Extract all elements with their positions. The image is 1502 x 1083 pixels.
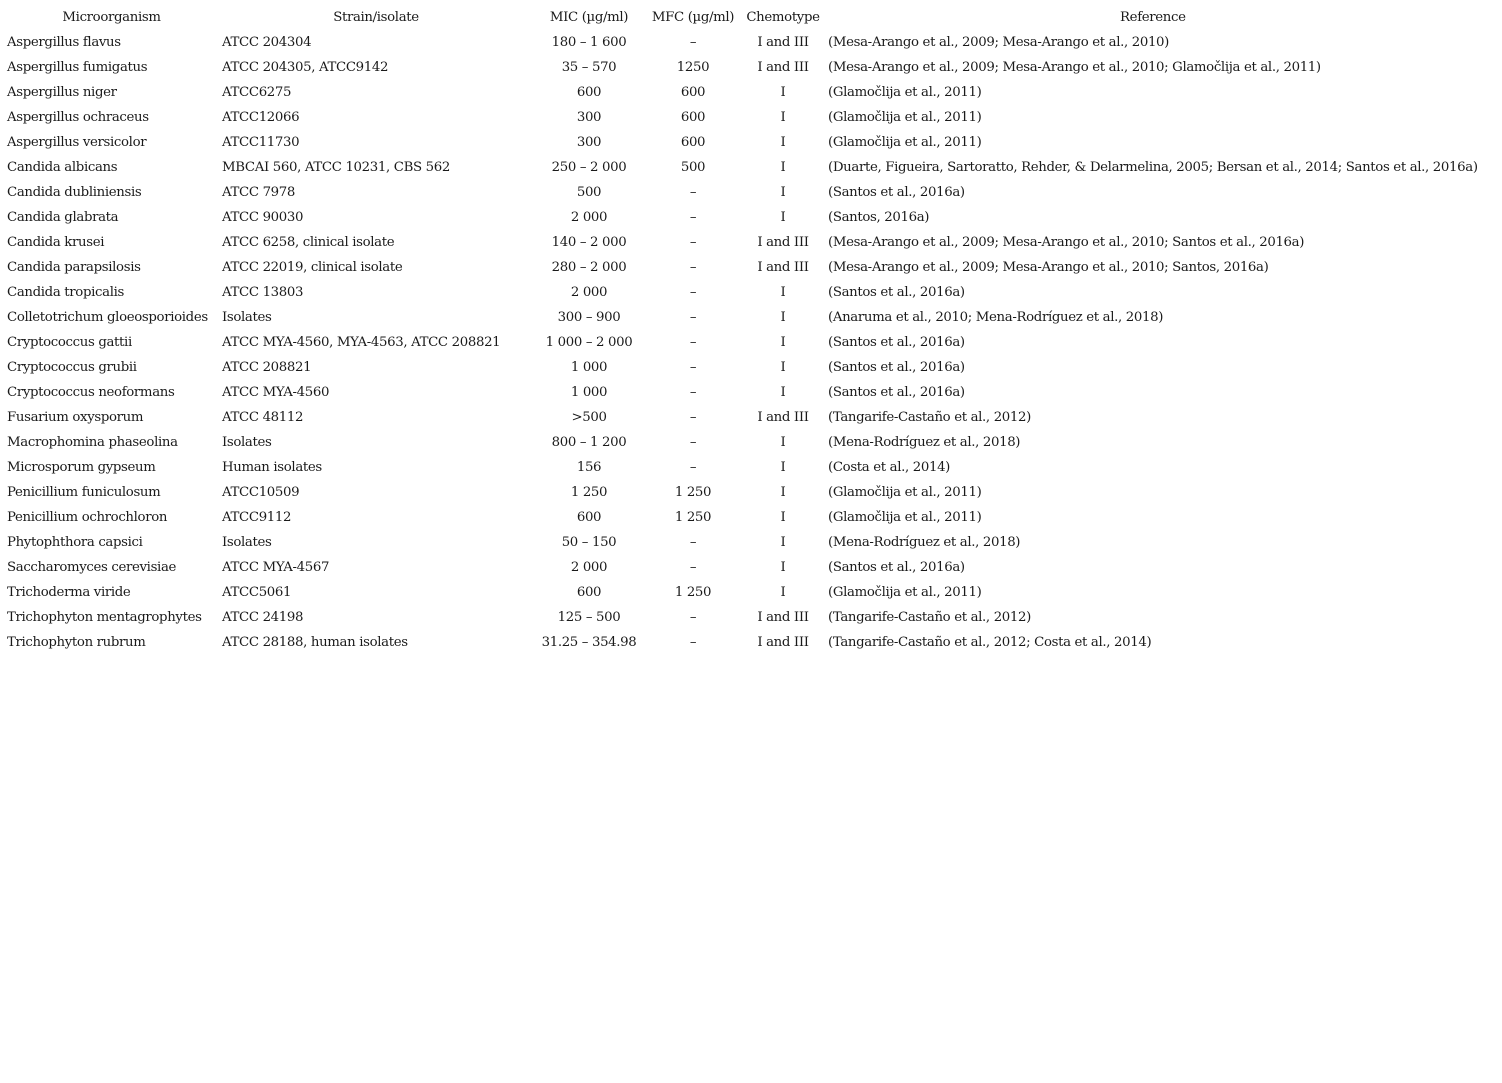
- cell-strain: ATCC 6258, clinical isolate: [222, 235, 395, 250]
- cell-mfc: –: [689, 260, 697, 275]
- cell-mic: 250 – 2 000: [551, 160, 627, 175]
- cell-chemotype: I: [780, 85, 786, 100]
- cell-mic: 1 000: [570, 360, 608, 375]
- table-row: [4, 55, 1481, 80]
- cell-mic: 600: [576, 510, 602, 525]
- cell-chemotype: I: [780, 335, 786, 350]
- cell-microorganism: Aspergillus flavus: [7, 35, 121, 50]
- table-row: [4, 280, 1481, 305]
- cell-chemotype: I: [780, 460, 786, 475]
- cell-strain: ATCC 204305, ATCC9142: [222, 60, 389, 75]
- cell-mic: 35 – 570: [561, 60, 617, 75]
- cell-microorganism: Trichoderma viride: [7, 585, 131, 600]
- cell-mic: 600: [576, 585, 602, 600]
- cell-mic: 300: [576, 135, 602, 150]
- cell-mfc: –: [689, 385, 697, 400]
- table-row: [4, 380, 1481, 405]
- cell-strain: ATCC MYA-4567: [222, 560, 330, 575]
- cell-mic: 180 – 1 600: [551, 35, 627, 50]
- cell-reference: (Mena-Rodríguez et al., 2018): [828, 435, 1021, 450]
- cell-microorganism: Trichophyton rubrum: [7, 635, 146, 650]
- cell-microorganism: Colletotrichum gloeosporioides: [7, 310, 208, 325]
- cell-microorganism: Cryptococcus neoformans: [7, 385, 175, 400]
- cell-strain: ATCC 24198: [222, 610, 304, 625]
- table-row: [4, 255, 1481, 280]
- header-row: [4, 5, 1481, 30]
- cell-chemotype: I: [780, 385, 786, 400]
- cell-chemotype: I: [780, 310, 786, 325]
- cell-microorganism: Cryptococcus grubii: [7, 360, 137, 375]
- cell-chemotype: I: [780, 560, 786, 575]
- table-row: [4, 105, 1481, 130]
- table-row: [4, 455, 1481, 480]
- table-row: [4, 230, 1481, 255]
- cell-mic: 140 – 2 000: [551, 235, 627, 250]
- cell-reference: (Santos et al., 2016a): [828, 185, 965, 200]
- cell-chemotype: I: [780, 135, 786, 150]
- header-mfc: MFC (µg/ml): [651, 10, 735, 25]
- cell-mfc: 600: [680, 135, 706, 150]
- cell-strain: ATCC 7978: [222, 185, 296, 200]
- cell-reference: (Glamočlija et al., 2011): [828, 110, 982, 125]
- cell-mic: 2 000: [570, 285, 608, 300]
- cell-reference: (Mesa-Arango et al., 2009; Mesa-Arango et al., 2010; Santos, 2016a): [828, 260, 1269, 275]
- cell-mic: 1 000 – 2 000: [545, 335, 633, 350]
- cell-mfc: 500: [680, 160, 706, 175]
- cell-chemotype: I and III: [757, 35, 809, 50]
- cell-mfc: –: [689, 310, 697, 325]
- cell-microorganism: Trichophyton mentagrophytes: [7, 610, 202, 625]
- table-row: [4, 555, 1481, 580]
- cell-strain: ATCC6275: [222, 85, 292, 100]
- cell-microorganism: Penicillium ochrochloron: [7, 510, 168, 525]
- cell-strain: ATCC5061: [222, 585, 292, 600]
- cell-mfc: –: [689, 185, 697, 200]
- cell-strain: ATCC 204304: [222, 35, 312, 50]
- table-row: [4, 605, 1481, 630]
- table-row: [4, 355, 1481, 380]
- cell-mfc: 600: [680, 85, 706, 100]
- cell-reference: (Tangarife-Castaño et al., 2012; Costa et al., 2014): [828, 635, 1152, 650]
- cell-mic: 300 – 900: [557, 310, 621, 325]
- cell-mic: 50 – 150: [561, 535, 617, 550]
- cell-strain: ATCC MYA-4560, MYA-4563, ATCC 208821: [222, 335, 501, 350]
- table-row: [4, 480, 1481, 505]
- cell-reference: (Mesa-Arango et al., 2009; Mesa-Arango et al., 2010): [828, 35, 1170, 50]
- cell-mfc: 1 250: [674, 485, 712, 500]
- cell-strain: Isolates: [222, 310, 272, 325]
- cell-strain: MBCAI 560, ATCC 10231, CBS 562: [222, 160, 450, 175]
- cell-mic: 600: [576, 85, 602, 100]
- cell-mfc: –: [689, 460, 697, 475]
- cell-mfc: –: [689, 335, 697, 350]
- header-reference: Reference: [1120, 10, 1186, 25]
- cell-reference: (Glamočlija et al., 2011): [828, 85, 982, 100]
- cell-microorganism: Candida tropicalis: [7, 285, 124, 300]
- table-row: [4, 305, 1481, 330]
- cell-chemotype: I and III: [757, 260, 809, 275]
- cell-mic: 500: [576, 185, 602, 200]
- cell-mic: 1 250: [570, 485, 608, 500]
- cell-mfc: –: [689, 535, 697, 550]
- cell-reference: (Glamočlija et al., 2011): [828, 510, 982, 525]
- cell-strain: ATCC 13803: [222, 285, 304, 300]
- table-row: [4, 580, 1481, 605]
- cell-strain: ATCC 28188, human isolates: [222, 635, 408, 650]
- cell-reference: (Santos et al., 2016a): [828, 360, 965, 375]
- table-row: [4, 130, 1481, 155]
- cell-mic: 280 – 2 000: [551, 260, 627, 275]
- cell-mfc: 600: [680, 110, 706, 125]
- cell-microorganism: Candida albicans: [7, 160, 118, 175]
- cell-reference: (Santos et al., 2016a): [828, 385, 965, 400]
- header-mic: MIC (µg/ml): [549, 10, 629, 25]
- cell-microorganism: Candida glabrata: [7, 210, 119, 225]
- cell-mic: 156: [576, 460, 602, 475]
- header-microorganism: Microorganism: [62, 10, 161, 25]
- cell-microorganism: Phytophthora capsici: [7, 535, 143, 550]
- cell-mic: 2 000: [570, 560, 608, 575]
- cell-reference: (Santos et al., 2016a): [828, 560, 965, 575]
- cell-mfc: –: [689, 360, 697, 375]
- cell-mfc: –: [689, 435, 697, 450]
- cell-chemotype: I and III: [757, 410, 809, 425]
- cell-chemotype: I: [780, 285, 786, 300]
- cell-reference: (Glamočlija et al., 2011): [828, 135, 982, 150]
- cell-microorganism: Penicillium funiculosum: [7, 485, 161, 500]
- table-row: [4, 205, 1481, 230]
- table-header: [4, 5, 1481, 30]
- cell-microorganism: Saccharomyces cerevisiae: [7, 560, 177, 575]
- cell-reference: (Mesa-Arango et al., 2009; Mesa-Arango et al., 2010; Glamočlija et al., 2011): [828, 60, 1321, 75]
- header-chemotype: Chemotype: [746, 10, 820, 25]
- cell-microorganism: Fusarium oxysporum: [7, 410, 144, 425]
- cell-reference: (Santos et al., 2016a): [828, 285, 965, 300]
- cell-chemotype: I: [780, 535, 786, 550]
- cell-strain: Human isolates: [222, 460, 322, 475]
- cell-mfc: –: [689, 35, 697, 50]
- cell-reference: (Tangarife-Castaño et al., 2012): [828, 410, 1031, 425]
- cell-mfc: 1 250: [674, 510, 712, 525]
- cell-reference: (Santos, 2016a): [828, 210, 930, 225]
- cell-chemotype: I: [780, 210, 786, 225]
- table-row: [4, 80, 1481, 105]
- cell-reference: (Mesa-Arango et al., 2009; Mesa-Arango et al., 2010; Santos et al., 2016a): [828, 235, 1305, 250]
- cell-chemotype: I: [780, 485, 786, 500]
- cell-chemotype: I and III: [757, 610, 809, 625]
- cell-mfc: 1 250: [674, 585, 712, 600]
- cell-strain: ATCC 90030: [222, 210, 304, 225]
- cell-mfc: –: [689, 610, 697, 625]
- cell-reference: (Costa et al., 2014): [828, 460, 951, 475]
- cell-mfc: –: [689, 210, 697, 225]
- cell-strain: Isolates: [222, 535, 272, 550]
- cell-microorganism: Microsporum gypseum: [7, 460, 156, 475]
- cell-strain: Isolates: [222, 435, 272, 450]
- cell-microorganism: Cryptococcus gattii: [7, 335, 132, 350]
- cell-chemotype: I: [780, 585, 786, 600]
- cell-microorganism: Aspergillus ochraceus: [7, 110, 149, 125]
- cell-mic: 31.25 – 354.98: [541, 635, 637, 650]
- table-row: [4, 630, 1481, 655]
- cell-strain: ATCC9112: [222, 510, 292, 525]
- cell-mfc: –: [689, 285, 697, 300]
- cell-reference: (Anaruma et al., 2010; Mena-Rodríguez et al., 2018): [828, 310, 1164, 325]
- cell-reference: (Glamočlija et al., 2011): [828, 585, 982, 600]
- cell-mfc: 1250: [676, 60, 710, 75]
- cell-mfc: –: [689, 410, 697, 425]
- cell-strain: ATCC11730: [222, 135, 300, 150]
- cell-reference: (Duarte, Figueira, Sartoratto, Rehder, & Delarmelina, 2005; Bersan et al., 2014; Santos et al., 2016a): [828, 160, 1478, 175]
- cell-mfc: –: [689, 560, 697, 575]
- cell-chemotype: I: [780, 510, 786, 525]
- cell-strain: ATCC12066: [222, 110, 300, 125]
- cell-mic: >500: [571, 410, 607, 425]
- table-row: [4, 430, 1481, 455]
- cell-chemotype: I and III: [757, 635, 809, 650]
- cell-microorganism: Aspergillus niger: [7, 85, 117, 100]
- table-body: [4, 30, 1481, 655]
- cell-chemotype: I and III: [757, 235, 809, 250]
- cell-reference: (Mena-Rodríguez et al., 2018): [828, 535, 1021, 550]
- cell-strain: ATCC MYA-4560: [222, 385, 330, 400]
- cell-mfc: –: [689, 235, 697, 250]
- cell-mic: 300: [576, 110, 602, 125]
- cell-microorganism: Aspergillus versicolor: [7, 135, 147, 150]
- cell-mfc: –: [689, 635, 697, 650]
- table-row: [4, 505, 1481, 530]
- table-row: [4, 405, 1481, 430]
- cell-microorganism: Candida krusei: [7, 235, 105, 250]
- cell-reference: (Tangarife-Castaño et al., 2012): [828, 610, 1031, 625]
- cell-chemotype: I: [780, 360, 786, 375]
- antifungal-activity-table: [4, 5, 1481, 655]
- cell-microorganism: Candida dubliniensis: [7, 185, 142, 200]
- cell-chemotype: I: [780, 160, 786, 175]
- cell-strain: ATCC 22019, clinical isolate: [222, 260, 403, 275]
- table-row: [4, 530, 1481, 555]
- cell-mic: 2 000: [570, 210, 608, 225]
- cell-chemotype: I: [780, 435, 786, 450]
- cell-strain: ATCC 48112: [222, 410, 304, 425]
- cell-mic: 800 – 1 200: [551, 435, 627, 450]
- table-row: [4, 155, 1481, 180]
- cell-strain: ATCC10509: [222, 485, 300, 500]
- cell-strain: ATCC 208821: [222, 360, 312, 375]
- cell-reference: (Santos et al., 2016a): [828, 335, 965, 350]
- cell-microorganism: Aspergillus fumigatus: [7, 60, 148, 75]
- cell-microorganism: Macrophomina phaseolina: [7, 435, 178, 450]
- cell-mic: 125 – 500: [557, 610, 621, 625]
- cell-chemotype: I: [780, 185, 786, 200]
- table-row: [4, 30, 1481, 55]
- table-row: [4, 330, 1481, 355]
- cell-chemotype: I: [780, 110, 786, 125]
- cell-chemotype: I and III: [757, 60, 809, 75]
- table-row: [4, 180, 1481, 205]
- header-strain: Strain/isolate: [333, 10, 419, 25]
- cell-microorganism: Candida parapsilosis: [7, 260, 141, 275]
- cell-mic: 1 000: [570, 385, 608, 400]
- cell-reference: (Glamočlija et al., 2011): [828, 485, 982, 500]
